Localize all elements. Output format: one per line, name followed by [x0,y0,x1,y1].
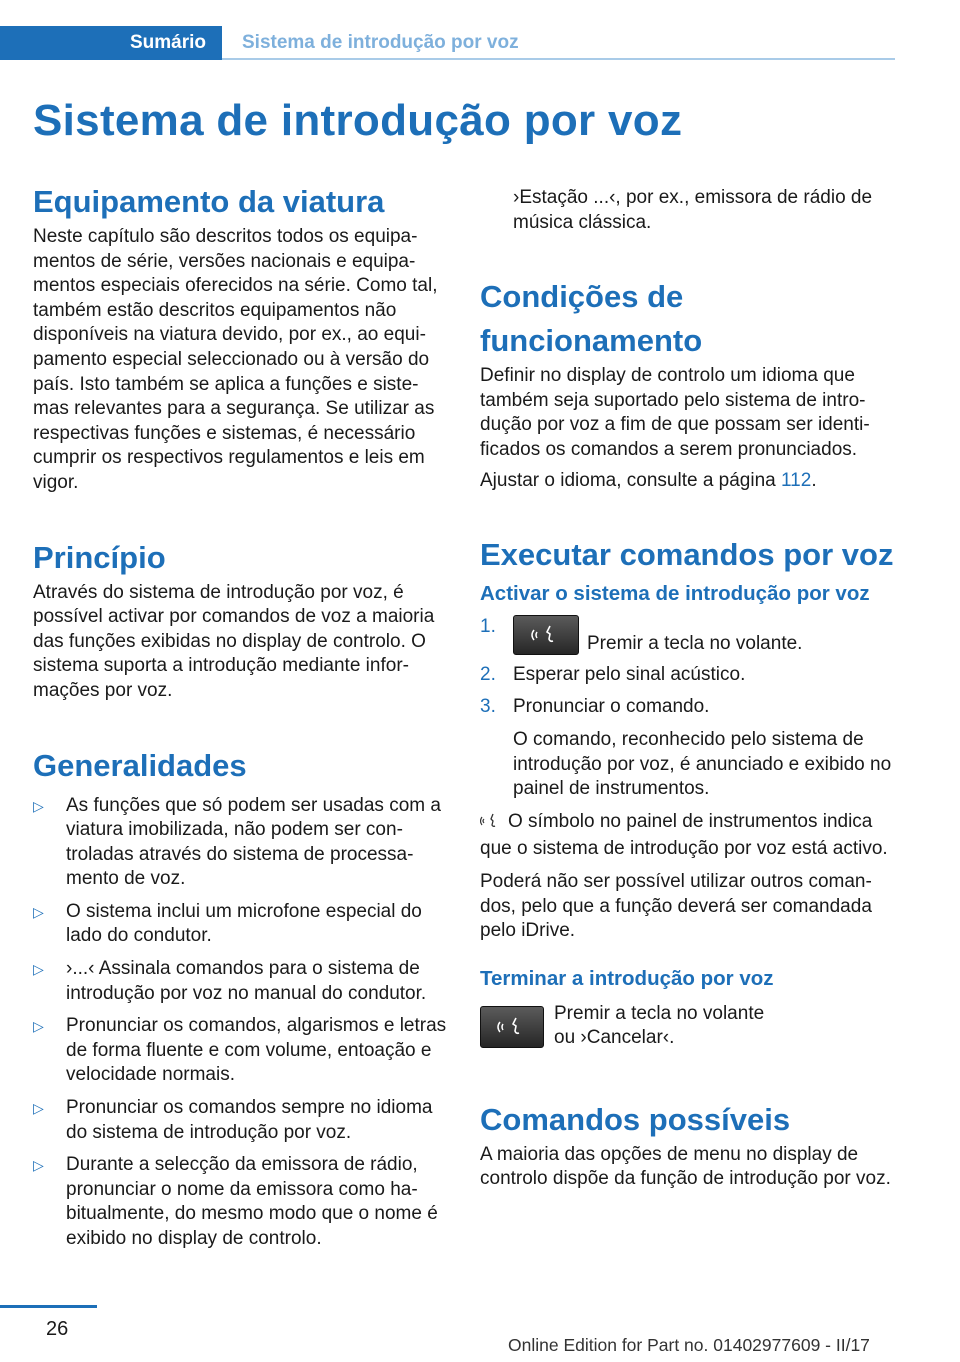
equipment-heading: Equipamento da viatura [33,184,385,219]
triangle-bullet-icon: ▷ [33,961,44,978]
contents-tab-label[interactable]: Sumário [129,32,206,53]
symbol-text: O símbolo no painel de instrumentos indica que o sistema de introdução por voz está activo. [480,810,888,860]
voice-button-icon [513,615,579,655]
list-item: ▷ As funções que só podem ser usadas com a viatura imobilizada, não podem ser controladas através do sistema de processamento de voz. [33,794,441,890]
conditions-heading: Condições de funcionamento [480,279,703,359]
left-column [33,180,447,1252]
steps-list [480,615,894,802]
page-number: 26 [46,1318,69,1340]
page-link[interactable]: 112 [781,469,812,491]
general-list [33,794,447,1252]
adjust-language-text: Ajustar o idioma, consulte a página 112. [480,469,817,491]
right-column [480,186,894,1192]
triangle-bullet-icon: ▷ [33,797,44,814]
general-heading: Generalidades [33,747,247,783]
list-item: 3. Pronunciar o comando. O comando, reconhecido pelo sistema de introdução por voz, é anunciado e exibido no painel de instrumentos. [480,695,894,801]
end-text-1: Premir a tecla no volante [554,1002,765,1024]
breadcrumb[interactable]: Sistema de introdução por voz [242,32,519,53]
edition-note: Online Edition for Part no. 01402977609 - II/17 [508,1335,870,1355]
contents-tab[interactable] [0,26,222,60]
conditions-text: Definir no display de controlo um idioma que também seja suportado pelo sistema de introdução por voz a fim de que possam ser identificados os comandos a serem pronunciados. [480,365,870,460]
footer-divider [0,1305,97,1308]
end-text-2: ou ›Cancelar‹. [554,1027,675,1049]
list-item: 2. Esperar pelo sinal acústico. [480,663,746,685]
continued-text: ›Estação ...‹, por ex., emissora de rádio de música clássica. [513,187,873,233]
voice-button-icon [480,1006,544,1048]
list-item: ▷ O sistema inclui um microfone especial do lado do condutor. [33,900,422,947]
principle-heading: Princípio [33,539,166,575]
end-heading: Terminar a introdução por voz [480,966,774,990]
activate-heading: Activar o sistema de introdução por voz [480,582,870,606]
end-instruction [480,1002,894,1058]
triangle-bullet-icon: ▷ [33,1157,44,1174]
list-item: ▷ Pronunciar os comandos, algarismos e letras de forma fluente e com volume, entoação e velocidade normais. [33,1015,447,1086]
page-header [0,26,895,60]
triangle-bullet-icon: ▷ [33,1018,44,1035]
page-title: Sistema de introdução por voz [33,96,683,145]
equipment-text: Neste capítulo são descritos todos os equipamentos de série, versões nacionais e equipamentos especiais oferecidos na série. Como tal, também estão descritos equipamentos não disponíveis na viatura devido, por ex., ao equipamento especial seleccionado ou à versão do país. Isto também se aplica a funções e sistemas relevantes para a segurança. Se utilizar as respectivas funções e sistemas, é necessário cumprir os respectivos regulamentos e leis em vigor. [33,226,438,493]
triangle-bullet-icon: ▷ [33,1100,44,1117]
principle-text: Através do sistema de introdução por voz, é possível activar por comandos de voz a maioria das funções exibidas no display de controlo. O sistema suporta a introdução mediante informações por voz. [33,581,435,701]
header-divider [222,58,895,60]
possible-text: A maioria das opções de menu no display de controlo dispõe da função de introdução por voz. [480,1143,891,1190]
idrive-text: Poderá não ser possível utilizar outros comandos, pelo que a função deverá ser comandada pelo iDrive. [480,870,872,942]
list-item: ▷ Durante a selecção da emissora de rádio, pronunciar o nome da emissora como habitualmente, do mesmo modo que o nome é exibido no display de controlo. [33,1154,438,1249]
list-item: 1. Premir a tecla no volante. [480,616,803,655]
triangle-bullet-icon: ▷ [33,903,44,920]
possible-heading: Comandos possíveis [480,1101,791,1137]
list-item: ▷ ›...‹ Assinala comandos para o sistema de introdução por voz no manual do condutor. [33,958,427,1004]
execute-heading: Executar comandos por voz [480,537,894,573]
step-detail: O comando, reconhecido pelo sistema de introdução por voz, é anunciado e exibido no painel de instrumentos. [513,728,892,800]
voice-symbol-icon [480,812,500,838]
list-item: ▷ Pronunciar os comandos sempre no idioma do sistema de introdução por voz. [33,1097,433,1143]
